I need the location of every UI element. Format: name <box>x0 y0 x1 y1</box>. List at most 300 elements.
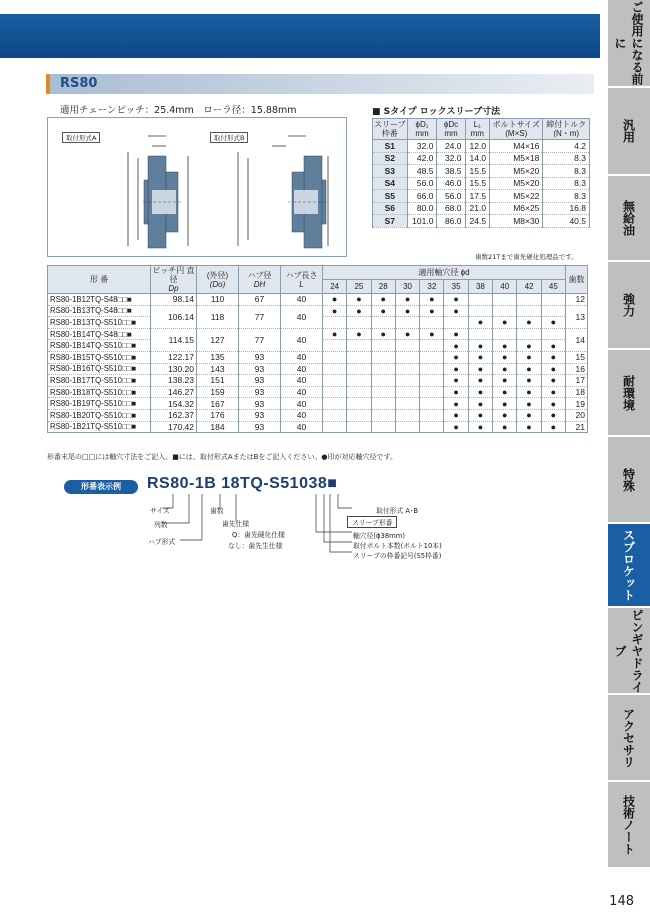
table-cell <box>395 363 419 375</box>
sleeve-cell: S5 <box>373 190 408 203</box>
table-cell <box>420 375 444 387</box>
table-row <box>48 386 588 398</box>
example-hub: ハブ形式 <box>148 538 176 546</box>
table-cell <box>395 409 419 421</box>
sleeve-cell: 68.0 <box>437 202 465 215</box>
sleeve-header: ボルトサイズ (M×S) <box>490 119 543 140</box>
table-cell <box>347 363 371 375</box>
bore-header: 28 <box>371 280 395 294</box>
sleeve-cell: 86.0 <box>437 215 465 228</box>
sleeve-cell: 48.5 <box>407 165 437 178</box>
bore-dot: ● <box>444 386 468 398</box>
table-cell <box>493 305 517 317</box>
bore-dot: ● <box>468 421 492 433</box>
bore-dot: ● <box>395 294 419 306</box>
bore-dot: ● <box>347 294 371 306</box>
table-cell <box>541 294 565 306</box>
bore-dot: ● <box>517 363 541 375</box>
sleeve-cell: 24.0 <box>437 140 465 153</box>
sleeve-cell: 40.5 <box>543 215 590 228</box>
table-cell: 127 <box>197 328 239 351</box>
bore-header: 35 <box>444 280 468 294</box>
bore-dot: ● <box>444 421 468 433</box>
bore-dot: ● <box>493 375 517 387</box>
sleeve-cell: 101.0 <box>407 215 437 228</box>
bore-dot: ● <box>323 294 347 306</box>
sleeve-cell: M4×16 <box>490 140 543 153</box>
table-cell: RS80-1B15TQ-S510□□■ <box>48 351 151 363</box>
bore-dot: ● <box>347 328 371 340</box>
bore-dot: ● <box>541 351 565 363</box>
table-cell <box>420 398 444 410</box>
table-cell: 114.15 <box>151 328 197 351</box>
bore-dot: ● <box>517 409 541 421</box>
table-cell: 162.37 <box>151 409 197 421</box>
bore-dot: ● <box>323 328 347 340</box>
bore-dot: ● <box>541 340 565 352</box>
table-cell <box>395 317 419 329</box>
sleeve-header: ϕD₁ mm <box>407 119 437 140</box>
sleeve-cell: 80.0 <box>407 202 437 215</box>
bore-dot: ● <box>517 386 541 398</box>
bore-dot: ● <box>444 328 468 340</box>
table-cell: 40 <box>281 375 323 387</box>
example-bolts: 取付ボルト本数(ボルト10本) <box>353 542 442 550</box>
table-row <box>48 351 588 363</box>
table-cell: 40 <box>281 328 323 351</box>
bore-dot: ● <box>541 375 565 387</box>
example-sleeve-code: スリーブ形番 <box>347 516 397 528</box>
table-cell: 40 <box>281 363 323 375</box>
col-code: 形 番 <box>48 266 151 294</box>
table-cell <box>347 409 371 421</box>
side-tab[interactable]: 技術ノート <box>608 782 650 867</box>
bore-dot: ● <box>444 305 468 317</box>
sleeve-table <box>372 118 590 228</box>
bore-dot: ● <box>444 294 468 306</box>
bore-dot: ● <box>493 363 517 375</box>
table-cell <box>517 328 541 340</box>
sleeve-cell: S6 <box>373 202 408 215</box>
sleeve-row <box>373 165 590 178</box>
bore-dot: ● <box>468 409 492 421</box>
table-cell <box>347 340 371 352</box>
table-row <box>48 363 588 375</box>
example-size: サイズ <box>150 507 170 515</box>
diagram-label-b: 取付形式B <box>210 132 248 143</box>
table-cell <box>395 340 419 352</box>
table-cell <box>371 398 395 410</box>
table-cell: 67 <box>239 294 281 306</box>
bore-dot: ● <box>493 421 517 433</box>
bore-dot: ● <box>493 409 517 421</box>
table-cell <box>323 340 347 352</box>
bore-dot: ● <box>468 317 492 329</box>
table-row <box>48 375 588 387</box>
sleeve-cell: 42.0 <box>407 152 437 165</box>
section-header <box>46 74 594 94</box>
table-cell <box>323 421 347 433</box>
bore-dot: ● <box>468 398 492 410</box>
side-tab[interactable]: アクセサリ <box>608 695 650 780</box>
table-cell: 135 <box>197 351 239 363</box>
table-cell <box>323 409 347 421</box>
table-cell <box>347 375 371 387</box>
table-cell <box>468 305 492 317</box>
table-cell <box>347 351 371 363</box>
sleeve-cell: M5×20 <box>490 165 543 178</box>
table-cell: RS80-1B13TQ-S48□□■ <box>48 305 151 317</box>
bore-dot: ● <box>541 317 565 329</box>
diagram-label-a: 取付形式A <box>62 132 100 143</box>
page-number: 148 <box>609 894 634 909</box>
side-tabs <box>608 0 650 919</box>
bore-header: 38 <box>468 280 492 294</box>
bore-dot: ● <box>541 386 565 398</box>
table-cell <box>541 305 565 317</box>
bore-dot: ● <box>541 363 565 375</box>
sleeve-header: L₁ mm <box>465 119 490 140</box>
bore-dot: ● <box>395 328 419 340</box>
bore-dot: ● <box>371 294 395 306</box>
table-cell: 130.20 <box>151 363 197 375</box>
sleeve-header: ϕDc mm <box>437 119 465 140</box>
sprocket-table <box>47 265 588 433</box>
sleeve-header: 締付トルク (N・m) <box>543 119 590 140</box>
table-cell: 40 <box>281 351 323 363</box>
table-cell: 118 <box>197 305 239 328</box>
bore-dot: ● <box>541 398 565 410</box>
sleeve-row <box>373 190 590 203</box>
col-teeth: 歯数 <box>566 266 588 294</box>
table-cell <box>347 398 371 410</box>
sleeve-cell: 8.3 <box>543 177 590 190</box>
table-cell: 106.14 <box>151 305 197 328</box>
bore-header: 25 <box>347 280 371 294</box>
example-teeth: 歯数 <box>210 507 224 515</box>
example-tip-q: Q：歯先硬化仕様 <box>232 531 285 539</box>
sleeve-cell: S3 <box>373 165 408 178</box>
bore-dot: ● <box>444 398 468 410</box>
table-cell: 12 <box>566 294 588 306</box>
table-cell <box>371 340 395 352</box>
bore-dot: ● <box>517 421 541 433</box>
bore-dot: ● <box>517 375 541 387</box>
sleeve-row <box>373 215 590 228</box>
bore-dot: ● <box>517 317 541 329</box>
table-row <box>48 305 588 317</box>
table-cell: 77 <box>239 305 281 328</box>
table-cell <box>541 328 565 340</box>
sleeve-cell: 15.5 <box>465 165 490 178</box>
table-cell <box>347 421 371 433</box>
example-tip: 歯先仕様 <box>222 520 250 528</box>
sleeve-cell: 66.0 <box>407 190 437 203</box>
side-tab[interactable]: ピンギヤドライブ <box>608 608 650 693</box>
table-cell <box>371 375 395 387</box>
table-cell: 13 <box>566 305 588 328</box>
example-code: RS80-1B 18TQ-S51038■ <box>147 475 338 492</box>
bore-dot: ● <box>371 305 395 317</box>
bore-dot: ● <box>468 386 492 398</box>
table-cell: 20 <box>566 409 588 421</box>
sleeve-table-title: ■ Sタイプ ロックスリーブ寸法 <box>372 107 501 117</box>
table-cell: 93 <box>239 398 281 410</box>
bore-dot: ● <box>420 328 444 340</box>
table-cell: RS80-1B13TQ-S510□□■ <box>48 317 151 329</box>
sleeve-cell: M8×30 <box>490 215 543 228</box>
table-cell <box>371 351 395 363</box>
bore-dot: ● <box>468 363 492 375</box>
bore-dot: ● <box>444 351 468 363</box>
table-cell: RS80-1B19TQ-S510□□■ <box>48 398 151 410</box>
table-cell <box>420 386 444 398</box>
sleeve-cell: M5×22 <box>490 190 543 203</box>
table-cell: 77 <box>239 328 281 351</box>
table-cell <box>444 317 468 329</box>
table-cell <box>420 421 444 433</box>
sleeve-cell: S1 <box>373 140 408 153</box>
sleeve-cell: 15.5 <box>465 177 490 190</box>
example-bore: 軸穴径(ϕ38mm) <box>353 532 406 540</box>
table-cell: 176 <box>197 409 239 421</box>
table-cell: 184 <box>197 421 239 433</box>
table-cell <box>371 409 395 421</box>
bore-dot: ● <box>468 351 492 363</box>
bore-header: 24 <box>323 280 347 294</box>
table-cell: 93 <box>239 363 281 375</box>
table-cell: 21 <box>566 421 588 433</box>
sleeve-cell: S7 <box>373 215 408 228</box>
bore-header: 30 <box>395 280 419 294</box>
sprocket-diagram <box>47 117 347 257</box>
bore-dot: ● <box>395 305 419 317</box>
table-cell: 98.14 <box>151 294 197 306</box>
table-cell <box>420 340 444 352</box>
bore-header: 32 <box>420 280 444 294</box>
table-cell: 40 <box>281 305 323 328</box>
bore-dot: ● <box>493 340 517 352</box>
footnote: 形番末尾の□□には軸穴寸法をご記入、■には、取付形式AまたはBをご記入ください。●印が対応軸穴径です。 <box>47 453 397 461</box>
sleeve-row <box>373 177 590 190</box>
col-hublen: ハブ長さ L <box>281 266 323 294</box>
table-cell <box>323 386 347 398</box>
table-cell: 122.17 <box>151 351 197 363</box>
bore-header: 45 <box>541 280 565 294</box>
col-hub: ハブ径 DH <box>239 266 281 294</box>
sleeve-cell: S4 <box>373 177 408 190</box>
table-cell: RS80-1B16TQ-S510□□■ <box>48 363 151 375</box>
sleeve-row <box>373 202 590 215</box>
table-cell: RS80-1B14TQ-S510□□■ <box>48 340 151 352</box>
bore-dot: ● <box>493 386 517 398</box>
table-cell <box>468 328 492 340</box>
table-cell <box>395 375 419 387</box>
bore-dot: ● <box>444 409 468 421</box>
sleeve-cell: M6×25 <box>490 202 543 215</box>
sleeve-cell: S2 <box>373 152 408 165</box>
table-cell: 167 <box>197 398 239 410</box>
sleeve-cell: 56.0 <box>407 177 437 190</box>
bore-dot: ● <box>493 351 517 363</box>
bore-dot: ● <box>517 340 541 352</box>
table-cell <box>395 386 419 398</box>
table-row <box>48 409 588 421</box>
table-cell <box>420 317 444 329</box>
sleeve-cell: 8.3 <box>543 190 590 203</box>
table-cell: 16 <box>566 363 588 375</box>
table-cell: RS80-1B20TQ-S510□□■ <box>48 409 151 421</box>
table-cell: 154.32 <box>151 398 197 410</box>
sleeve-cell: 24.5 <box>465 215 490 228</box>
table-cell: 93 <box>239 409 281 421</box>
table-cell <box>323 317 347 329</box>
table-cell: 138.23 <box>151 375 197 387</box>
table-cell <box>323 351 347 363</box>
side-tab[interactable]: 汎用 <box>608 88 650 174</box>
bore-dot: ● <box>493 317 517 329</box>
side-tab[interactable]: 耐環境 <box>608 350 650 435</box>
table-cell: 93 <box>239 421 281 433</box>
header-banner <box>0 14 600 58</box>
example-mount: 取付形式 A･B <box>376 507 419 515</box>
table-cell <box>347 386 371 398</box>
table-row <box>48 398 588 410</box>
sleeve-cell: 56.0 <box>437 190 465 203</box>
table-cell: 170.42 <box>151 421 197 433</box>
example-label: 形番表示例 <box>64 480 138 494</box>
table-cell: 14 <box>566 328 588 351</box>
bore-dot: ● <box>444 375 468 387</box>
table-row <box>48 328 588 340</box>
sleeve-cell: 46.0 <box>437 177 465 190</box>
side-tab[interactable]: 無給油 <box>608 176 650 260</box>
table-cell: 93 <box>239 386 281 398</box>
table-cell: 19 <box>566 398 588 410</box>
bore-dot: ● <box>420 294 444 306</box>
sleeve-cell: M5×20 <box>490 177 543 190</box>
col-outer: (外径) (Do) <box>197 266 239 294</box>
bore-dot: ● <box>468 375 492 387</box>
side-tab[interactable]: 強力 <box>608 262 650 348</box>
table-cell: 17 <box>566 375 588 387</box>
side-tab[interactable]: スプロケット <box>608 524 650 606</box>
bore-dot: ● <box>323 305 347 317</box>
table-cell <box>517 294 541 306</box>
sleeve-cell: 8.3 <box>543 152 590 165</box>
sleeve-cell: 12.0 <box>465 140 490 153</box>
table-cell: 40 <box>281 409 323 421</box>
sleeve-cell: 14.0 <box>465 152 490 165</box>
bore-dot: ● <box>517 351 541 363</box>
col-bore: 適用軸穴径 ϕd <box>323 266 566 280</box>
table-cell: 159 <box>197 386 239 398</box>
table-cell: 40 <box>281 294 323 306</box>
table-cell: RS80-1B17TQ-S510□□■ <box>48 375 151 387</box>
table-cell <box>371 386 395 398</box>
bore-dot: ● <box>468 340 492 352</box>
table-cell <box>395 421 419 433</box>
bore-dot: ● <box>493 398 517 410</box>
sleeve-cell: 21.0 <box>465 202 490 215</box>
sleeve-header: スリーブ 枠番 <box>374 120 406 138</box>
table-cell: RS80-1B18TQ-S510□□■ <box>48 386 151 398</box>
sleeve-cell: 16.8 <box>543 202 590 215</box>
sleeve-cell: 17.5 <box>465 190 490 203</box>
side-tab[interactable]: ご使用になる前に <box>608 0 650 86</box>
bore-dot: ● <box>444 363 468 375</box>
bore-dot: ● <box>541 409 565 421</box>
table-cell: 40 <box>281 421 323 433</box>
table-cell: 151 <box>197 375 239 387</box>
table-cell: RS80-1B14TQ-S48□□■ <box>48 328 151 340</box>
table-row <box>48 421 588 433</box>
table-cell: RS80-1B21TQ-S510□□■ <box>48 421 151 433</box>
table-cell <box>395 398 419 410</box>
table-cell: 15 <box>566 351 588 363</box>
table-cell <box>371 363 395 375</box>
sleeve-cell: M5×18 <box>490 152 543 165</box>
table-cell <box>468 294 492 306</box>
table-cell <box>420 363 444 375</box>
table-cell <box>420 409 444 421</box>
bore-dot: ● <box>517 398 541 410</box>
table-cell: 40 <box>281 386 323 398</box>
sleeve-cell: 32.0 <box>407 140 437 153</box>
example-tip-none: なし：歯先生仕様 <box>228 542 283 550</box>
bore-dot: ● <box>444 340 468 352</box>
table-cell: 18 <box>566 386 588 398</box>
sleeve-cell: 32.0 <box>437 152 465 165</box>
bore-dot: ● <box>420 305 444 317</box>
example-rows: 列数 <box>154 521 168 529</box>
bore-dot: ● <box>347 305 371 317</box>
sleeve-row <box>373 140 590 153</box>
sleeve-cell: 8.3 <box>543 165 590 178</box>
side-tab[interactable]: 特殊 <box>608 437 650 522</box>
table-cell: 40 <box>281 398 323 410</box>
bore-header: 42 <box>517 280 541 294</box>
table-cell <box>371 421 395 433</box>
table-cell <box>420 351 444 363</box>
example-frame: スリーブの枠番記号(S5枠番) <box>353 552 442 560</box>
table-cell: 110 <box>197 294 239 306</box>
sleeve-cell: 38.5 <box>437 165 465 178</box>
table-cell <box>493 294 517 306</box>
sleeve-row <box>373 152 590 165</box>
table-cell <box>395 351 419 363</box>
table-cell: 93 <box>239 351 281 363</box>
sleeve-note: 歯数21Tまで歯先硬化処理品です。 <box>475 253 578 261</box>
bore-header: 40 <box>493 280 517 294</box>
bore-dot: ● <box>541 421 565 433</box>
table-cell <box>323 398 347 410</box>
table-cell <box>493 328 517 340</box>
table-cell <box>371 317 395 329</box>
table-cell: RS80-1B12TQ-S48□□■ <box>48 294 151 306</box>
table-cell: 146.27 <box>151 386 197 398</box>
table-row <box>48 294 588 306</box>
spec-text: 適用チェーンピッチ：25.4mm ローラ径：15.88mm <box>60 105 297 116</box>
table-cell <box>323 375 347 387</box>
table-cell <box>323 363 347 375</box>
bore-dot: ● <box>371 328 395 340</box>
table-cell <box>517 305 541 317</box>
table-cell: 93 <box>239 375 281 387</box>
col-pitch: ピッチ円 直径 Dp <box>151 266 197 294</box>
table-cell <box>347 317 371 329</box>
table-cell: 143 <box>197 363 239 375</box>
